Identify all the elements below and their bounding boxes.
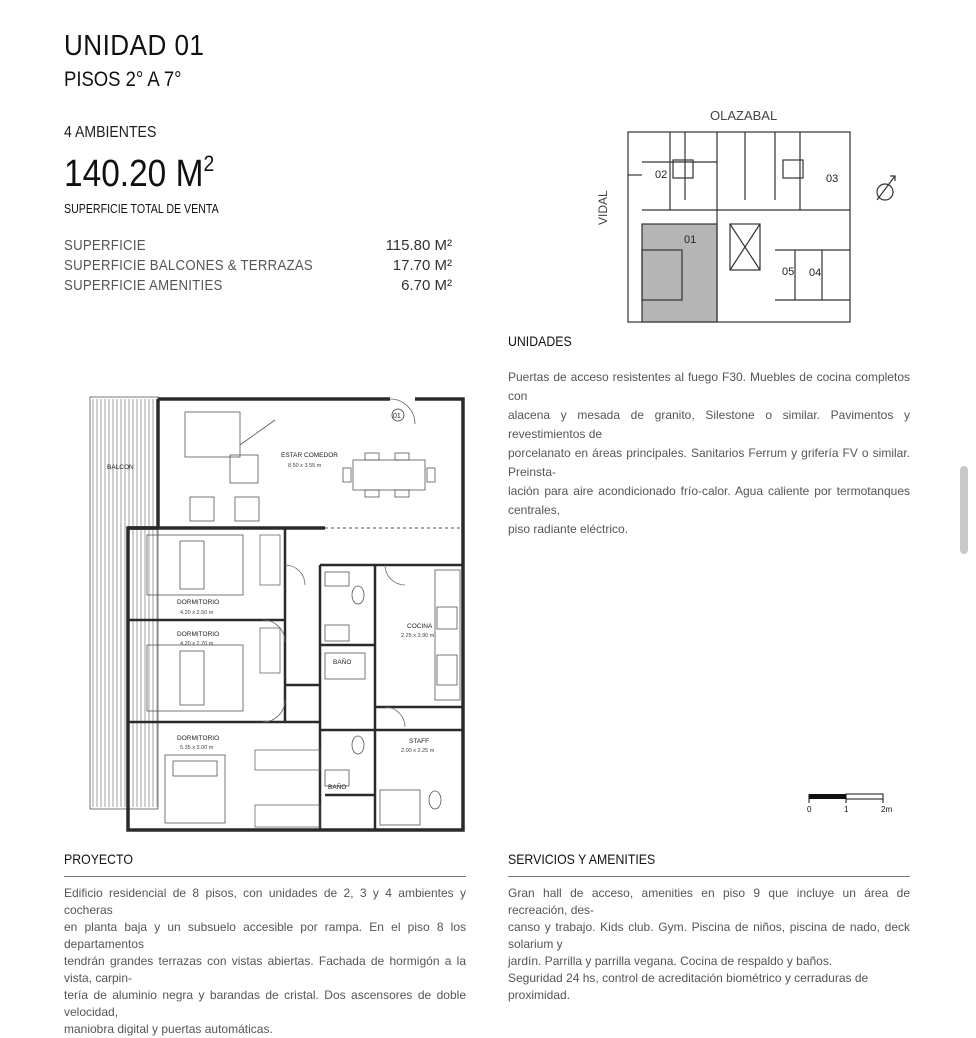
room-label-bano1: BAÑO xyxy=(333,659,352,666)
room-dim-cocina: 2.25 x 3.90 m xyxy=(401,633,435,639)
paragraph-line: piso radiante eléctrico. xyxy=(508,522,629,536)
paragraph-line: lación para aire acondicionado frío-calor. Agua caliente por termotanques centrales, xyxy=(508,484,910,517)
street-label-left: VIDAL xyxy=(596,190,610,225)
surface-label: SUPERFICIE BALCONES & TERRAZAS xyxy=(64,257,314,274)
room-label-balcon: BALCON xyxy=(107,464,134,471)
room-label-dorm1: DORMITORIO xyxy=(177,599,220,606)
total-area-unit-exp: 2 xyxy=(203,151,215,176)
room-label-estar: ESTAR COMEDOR xyxy=(281,452,338,459)
unit-title: UNIDAD 01 xyxy=(64,30,205,62)
surface-value: 115.80 M² xyxy=(385,237,452,254)
paragraph-line: porcelanato en áreas principales. Sanitarios Ferrum y grifería FV o similar. Preinsta- xyxy=(508,446,910,479)
vertical-scrollbar[interactable] xyxy=(960,466,968,554)
balcony-area xyxy=(90,397,158,809)
surface-row xyxy=(64,237,452,254)
scale-tick: 1 xyxy=(844,805,849,814)
scale-tick: 2m xyxy=(881,805,893,814)
surface-value: 6.70 M² xyxy=(401,277,452,294)
surface-label: SUPERFICIE xyxy=(64,237,146,254)
street-label-top: OLAZABAL xyxy=(710,108,778,123)
paragraph-line: tendrán grandes terrazas con vistas abiertas. Fachada de hormigón a la vista, carpin- xyxy=(64,954,466,985)
rooms-label: 4 AMBIENTES xyxy=(64,124,157,141)
scale-tick: 0 xyxy=(807,805,812,814)
site-plan xyxy=(585,100,915,330)
room-dim-staff: 2.00 x 2.25 m xyxy=(401,748,435,754)
room-dim-estar: 8.50 x 3.55 m xyxy=(288,463,322,469)
room-dim-dorm1: 4.20 x 2.50 m xyxy=(180,610,214,616)
surface-row xyxy=(64,277,452,294)
paragraph-line: maniobra digital y puertas automáticas. xyxy=(64,1022,273,1036)
paragraph-line: Edificio residencial de 8 pisos, con unidades de 2, 3 y 4 ambientes y cocheras xyxy=(64,886,466,917)
paragraph-line: Seguridad 24 hs, control de acreditación biométrico y cerraduras de proximidad. xyxy=(508,971,869,1002)
room-label-cocina: COCINA xyxy=(407,623,433,630)
divider xyxy=(64,876,466,877)
room-label-dorm2: DORMITORIO xyxy=(177,631,220,638)
unit-label: 03 xyxy=(826,173,839,185)
room-dim-dorm3: 5.35 x 3.00 m xyxy=(180,745,214,751)
unit-label: 04 xyxy=(809,267,822,279)
paragraph-line: jardín. Parrilla y parrilla vegana. Cocina de respaldo y baños. xyxy=(508,954,833,968)
floors-subtitle: PISOS 2° A 7° xyxy=(64,68,182,91)
surface-label: SUPERFICIE AMENITIES xyxy=(64,277,223,294)
room-label-bano2: BAÑO xyxy=(328,784,347,791)
section-heading-servicios: SERVICIOS Y AMENITIES xyxy=(508,851,656,867)
section-heading-unidades: UNIDADES xyxy=(508,333,572,349)
paragraph-line: en planta baja y un subsuelo accesible por rampa. En el piso 8 los departamentos xyxy=(64,920,466,951)
unit-label: 02 xyxy=(655,169,668,181)
total-area-value: 140.20 M xyxy=(64,153,204,195)
unit-label: 05 xyxy=(782,266,795,278)
room-label-dorm3: DORMITORIO xyxy=(177,735,220,742)
unit-marker-label: 01 xyxy=(393,413,401,420)
section-heading-proyecto: PROYECTO xyxy=(64,851,133,867)
floor-plan xyxy=(85,385,470,840)
paragraph-line: tería de aluminio negra y barandas de cristal. Dos ascensores de doble velocidad, xyxy=(64,988,466,1019)
scale-bar xyxy=(800,790,900,816)
paragraph-line: Gran hall de acceso, amenities en piso 9 que incluye un área de recreación, des- xyxy=(508,886,910,917)
paragraph-line: alacena y mesada de granito, Silestone o similar. Pavimentos y revestimientos de xyxy=(508,408,910,441)
total-area-caption: SUPERFICIE TOTAL DE VENTA xyxy=(64,202,219,216)
surface-row xyxy=(64,257,452,274)
total-area xyxy=(64,153,214,196)
room-label-staff: STAFF xyxy=(409,738,430,745)
unit-label: 01 xyxy=(684,234,697,246)
paragraph-line: Puertas de acceso resistentes al fuego F30. Muebles de cocina completos con xyxy=(508,370,910,403)
room-dim-dorm2: 4.20 x 2.70 m xyxy=(180,641,214,647)
divider xyxy=(508,876,910,877)
north-arrow-icon xyxy=(877,176,895,200)
paragraph-line: canso y trabajo. Kids club. Gym. Piscina de niños, piscina de nado, deck solarium y xyxy=(508,920,910,951)
surface-value: 17.70 M² xyxy=(392,257,452,274)
